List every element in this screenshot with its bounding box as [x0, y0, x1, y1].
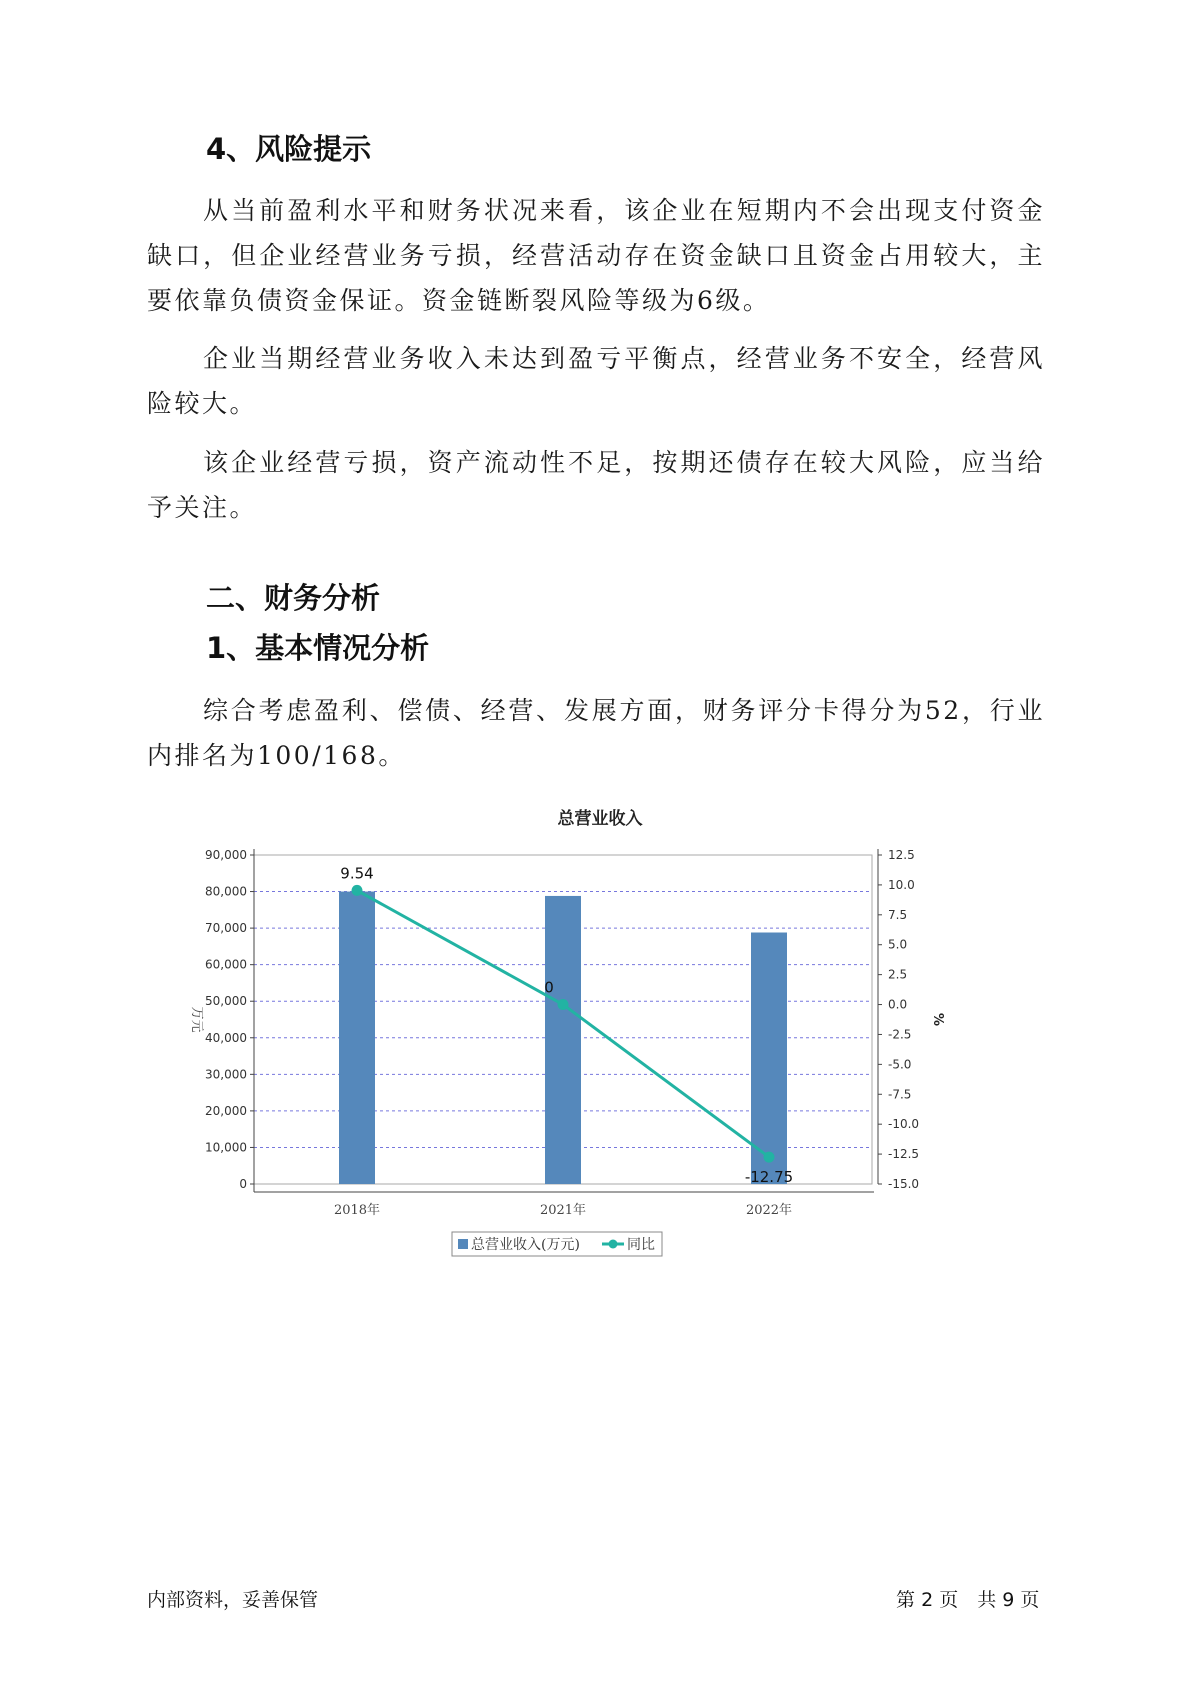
- legend-line-label: 同比: [627, 1237, 655, 1253]
- y2-tick-label: 12.5: [888, 848, 915, 862]
- section-heading-finance: 二、财务分析: [206, 581, 381, 615]
- yoy-point: [764, 1152, 775, 1163]
- page-label-mid: 页 共: [939, 1589, 997, 1611]
- revenue-chart-svg: [180, 800, 1040, 1260]
- y-tick-label: 20,000: [205, 1103, 247, 1118]
- y-tick-label: 70,000: [205, 921, 247, 936]
- y2-tick-label: 10.0: [888, 877, 915, 892]
- x-tick-label: 2018年: [333, 1203, 381, 1218]
- y2-tick-label: -10.0: [888, 1117, 920, 1132]
- revenue-chart: [180, 800, 1040, 1260]
- section-heading-risk: 4、风险提示: [206, 132, 372, 166]
- risk-paragraph-3: 该企业经营亏损，资产流动性不足，按期还债存在较大风险，应当给予关注。: [147, 448, 1045, 522]
- y-tick-label: 30,000: [205, 1067, 247, 1082]
- yoy-point: [558, 999, 569, 1010]
- page-label-post: 页: [1020, 1589, 1040, 1611]
- y-axis-label: 万元: [189, 1006, 204, 1033]
- footer-page-number: [896, 1585, 1039, 1612]
- y2-tick-label: 0.0: [888, 997, 908, 1012]
- footer-confidential: 内部资料，妥善保管: [147, 1589, 319, 1611]
- y-tick-label: 80,000: [205, 884, 247, 899]
- page-total: 9: [1002, 1589, 1015, 1611]
- y2-tick-label: -5.0: [888, 1057, 912, 1072]
- y2-axis-label: %: [930, 1012, 945, 1027]
- y2-tick-label: 5.0: [888, 937, 908, 952]
- y2-tick-label: 2.5: [888, 967, 908, 982]
- y2-tick-label: -7.5: [888, 1087, 912, 1102]
- subsection-heading-basic: 1、基本情况分析: [206, 631, 430, 665]
- y2-tick-label: -15.0: [888, 1177, 920, 1191]
- yoy-data-label: 9.54: [340, 864, 374, 883]
- chart-title: 总营业收入: [557, 809, 643, 829]
- risk-paragraph-1: 从当前盈利水平和财务状况来看，该企业在短期内不会出现支付资金缺口，但企业经营业务亏损，经营活动存在资金缺口且资金占用较大，主要依靠负债资金保证。资金链断裂风险等级为6级。: [147, 196, 1045, 315]
- risk-paragraph-2: 企业当期经营业务收入未达到盈亏平衡点，经营业务不安全，经营风险较大。: [147, 344, 1045, 418]
- finance-paragraph: 综合考虑盈利、偿债、经营、发展方面，财务评分卡得分为52，行业内排名为100/168。: [147, 696, 1045, 770]
- legend-line-marker: [609, 1240, 618, 1249]
- y2-tick-label: -12.5: [888, 1147, 920, 1162]
- y2-tick-label: 7.5: [888, 907, 908, 922]
- legend-bar-label: 总营业收入(万元): [471, 1237, 580, 1253]
- y-tick-label: 90,000: [205, 848, 247, 862]
- x-tick-label: 2022年: [745, 1203, 793, 1218]
- y-tick-label: 10,000: [205, 1140, 247, 1155]
- y2-tick-label: -2.5: [888, 1027, 912, 1042]
- legend-bar-swatch: [458, 1239, 468, 1249]
- yoy-data-label: 0: [544, 978, 554, 997]
- y-tick-label: 40,000: [205, 1030, 247, 1045]
- page-label-pre: 第: [896, 1589, 916, 1611]
- revenue-bar: [545, 896, 581, 1184]
- y-tick-label: 0: [239, 1177, 247, 1191]
- y-tick-label: 60,000: [205, 957, 247, 972]
- x-tick-label: 2021年: [539, 1203, 587, 1218]
- y-tick-label: 50,000: [205, 994, 247, 1009]
- yoy-point: [352, 885, 363, 896]
- revenue-bar: [339, 892, 375, 1184]
- page-current: 2: [921, 1589, 934, 1611]
- yoy-data-label: -12.75: [744, 1168, 794, 1187]
